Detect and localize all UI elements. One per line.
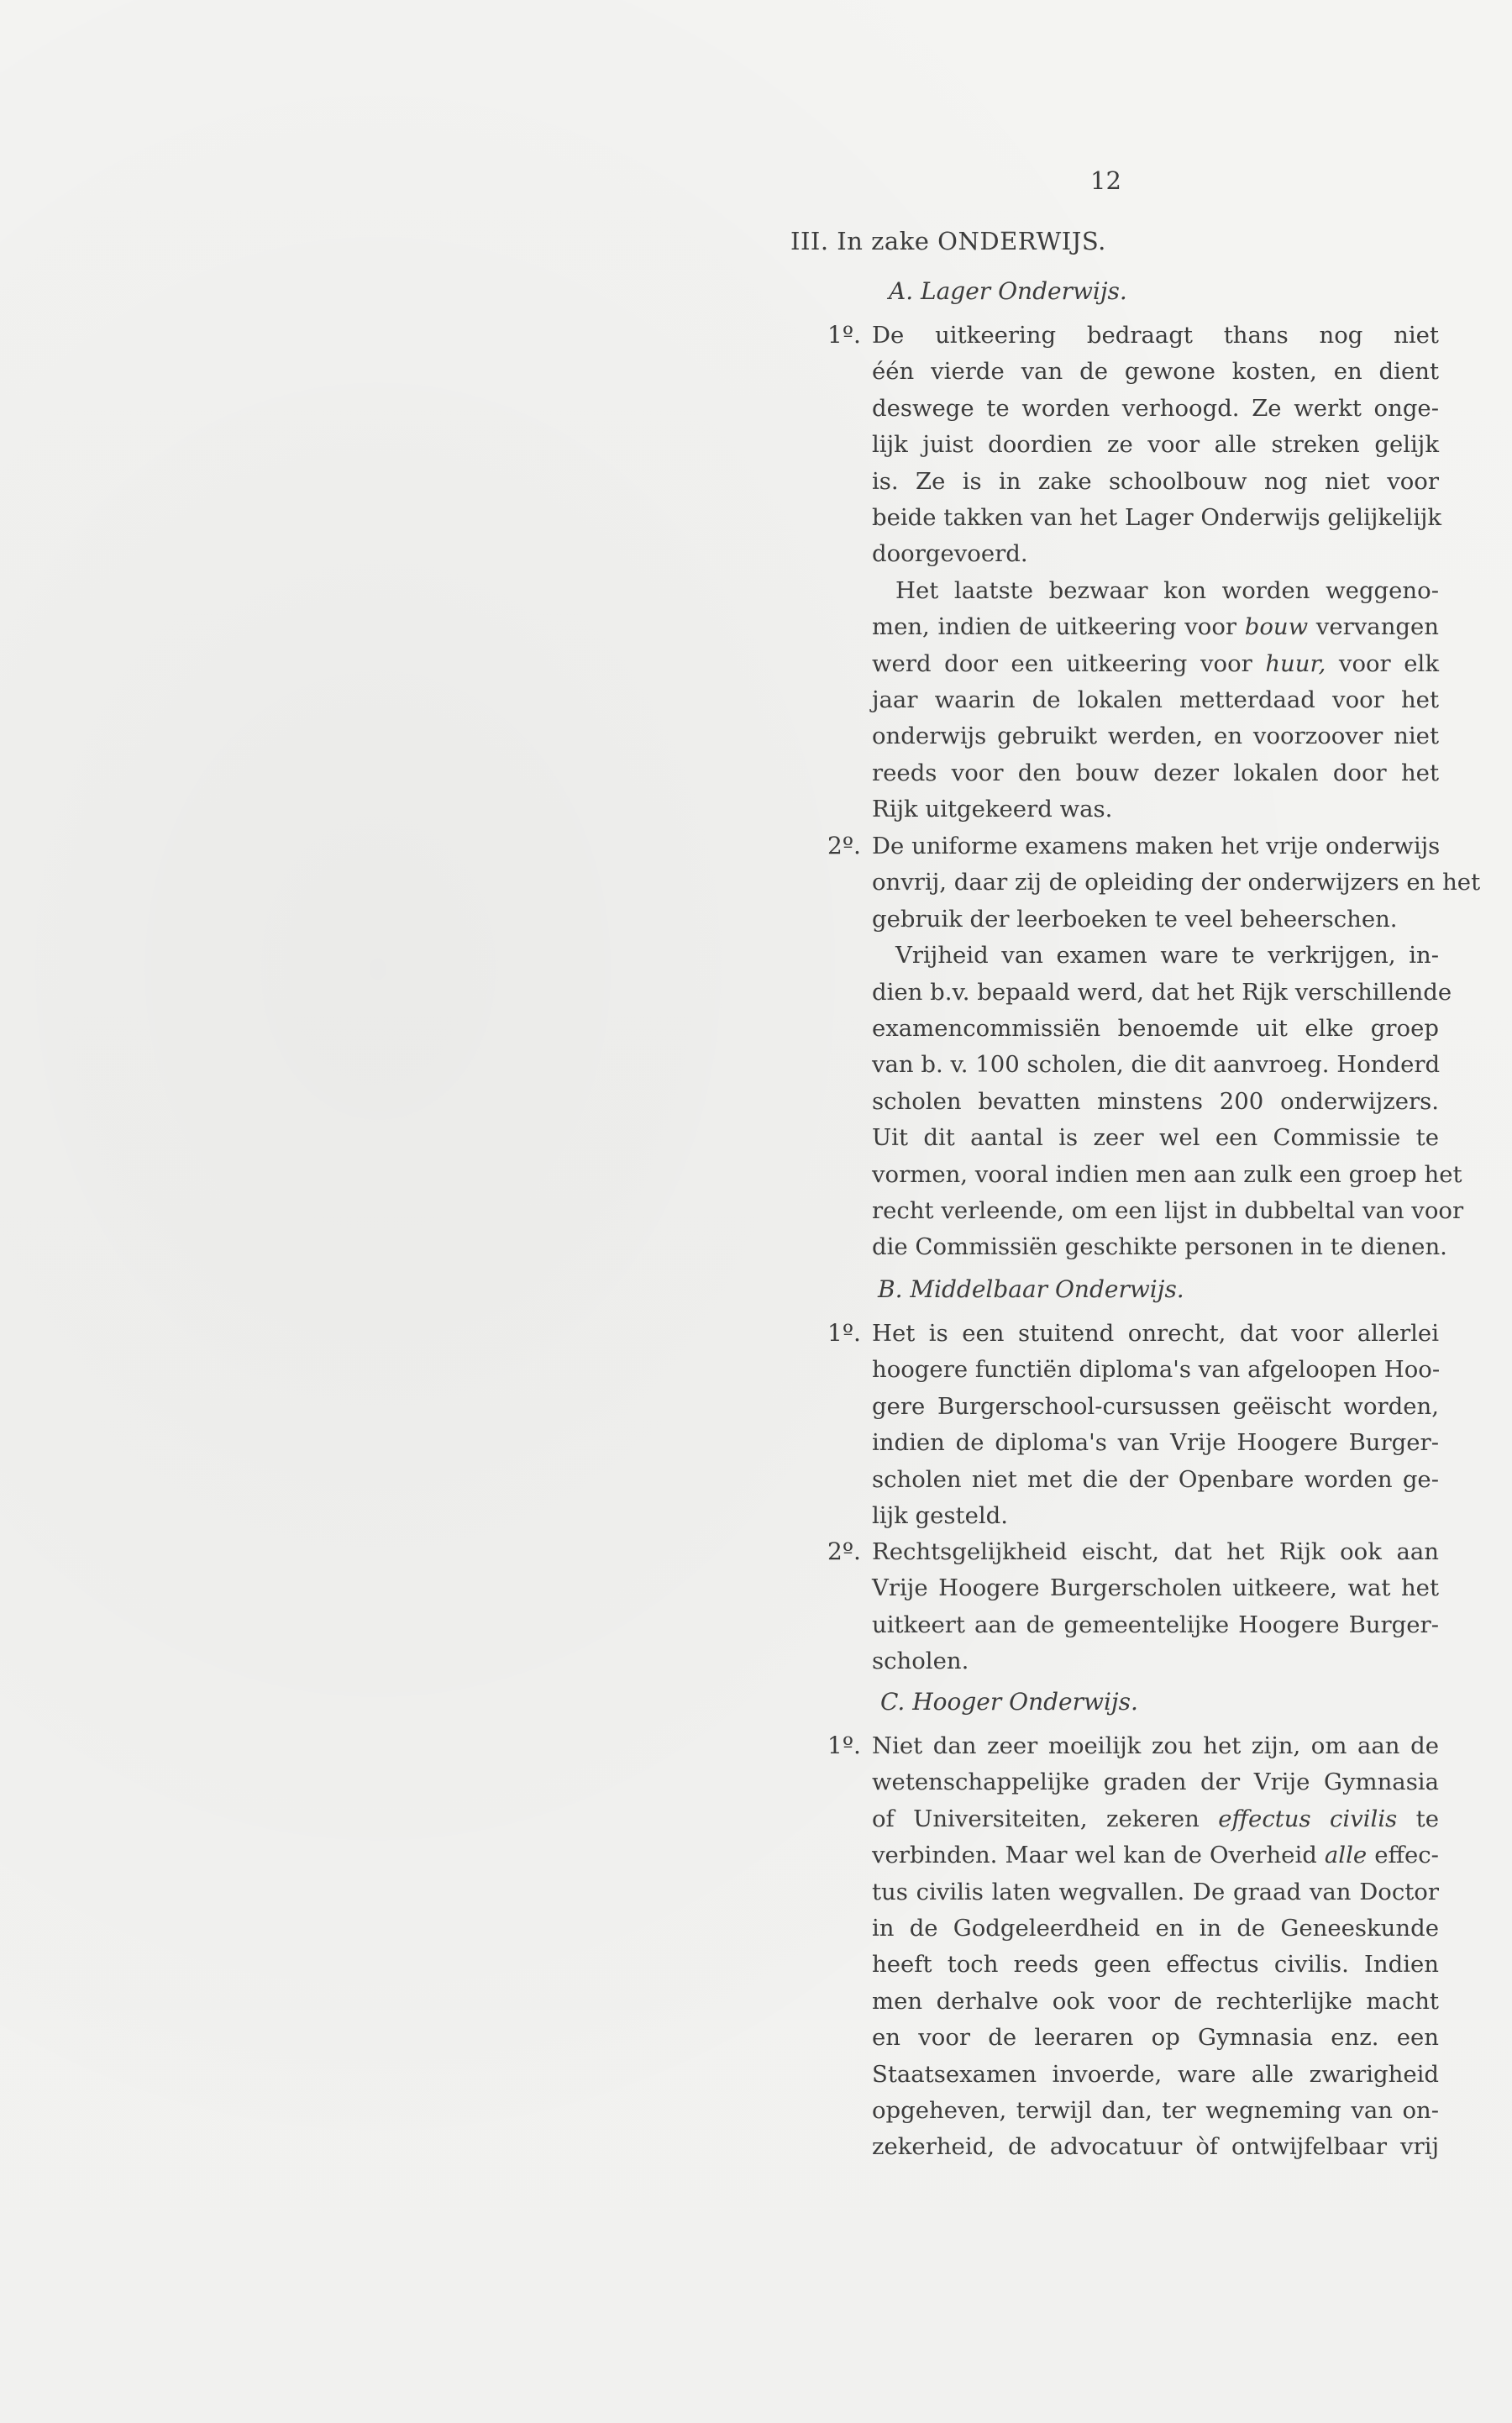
text-line: Vrijheid van examen ware te verkrijgen, in-	[895, 942, 1439, 970]
italic-term: alle	[1324, 1842, 1368, 1869]
text-run: men, indien de uitkeering voor	[872, 613, 1245, 641]
text-line: beide takken van het Lager Onderwijs gelijkelijk	[872, 503, 1442, 531]
text-line	[872, 1837, 1439, 1874]
text-line: lijk gesteld.	[872, 1501, 1008, 1529]
text-line: Vrije Hoogere Burgerscholen uitkeere, wat het	[872, 1574, 1439, 1602]
text-line: heeft toch reeds geen effectus civilis. Indien	[872, 1951, 1439, 1979]
text-line: scholen.	[872, 1648, 969, 1675]
italic-term: effectus civilis	[1218, 1805, 1398, 1832]
text-run: vervangen	[1308, 613, 1439, 641]
text-line: Het laatste bezwaar kon worden weggeno-	[895, 576, 1439, 604]
text-line	[872, 1801, 1439, 1837]
text-line: De uniforme examens maken het vrije onderwijs	[872, 833, 1441, 859]
item-number-a1: 1º.	[827, 321, 861, 349]
text-line: jaar waarin de lokalen metterdaad voor het	[872, 686, 1439, 713]
text-line: is. Ze is in zake schoolbouw nog niet voor	[872, 467, 1439, 495]
text-run: of Universiteiten, zekeren	[872, 1805, 1219, 1832]
text-line: hoogere functiën diploma's van afgeloopen Hoo-	[872, 1356, 1441, 1384]
paragraph-c1	[872, 1728, 1439, 2166]
text-line: gere Burgerschool-cursussen geëischt worden,	[872, 1392, 1439, 1420]
text-line: recht verleende, om een lijst in dubbeltal van voor	[872, 1196, 1464, 1224]
item-number-a2: 2º.	[827, 832, 861, 859]
text-run: te	[1397, 1805, 1439, 1832]
text-line: gebruik der leerboeken te veel beheerschen.	[872, 905, 1398, 933]
text-line: wetenschappelijke graden der Vrije Gymnasia	[872, 1769, 1439, 1796]
text-line: zekerheid, de advocatuur òf ontwijfelbaar vrij	[872, 2133, 1439, 2161]
text-line: scholen niet met die der Openbare worden ge-	[872, 1465, 1439, 1493]
text-line: men derhalve ook voor de rechterlijke macht	[872, 1987, 1439, 2015]
text-run: verbinden. Maar wel kan de Overheid	[872, 1842, 1325, 1869]
text-line: van b. v. 100 scholen, die dit aanvroeg. Honderd	[872, 1051, 1441, 1079]
paragraph-a1	[872, 318, 1442, 828]
text-line: Rijk uitgekeerd was.	[872, 796, 1113, 823]
text-line: onvrij, daar zij de opleiding der onderwijzers en het	[872, 869, 1481, 896]
text-line	[872, 609, 1439, 645]
text-line: deswege te worden verhoogd. Ze werkt onge-	[872, 394, 1439, 422]
text-line	[872, 646, 1439, 682]
text-line: uitkeert aan de gemeentelijke Hoogere Burger-	[872, 1611, 1439, 1638]
subsection-title-b: B. Middelbaar Onderwijs.	[878, 1275, 1184, 1303]
text-line: indien de diploma's van Vrije Hoogere Burger-	[872, 1429, 1439, 1457]
text-run: werd door een uitkeering voor	[872, 649, 1266, 677]
text-line: examencommissiën benoemde uit elke groep	[872, 1014, 1439, 1042]
item-number-b2: 2º.	[827, 1537, 861, 1565]
text-line: in de Godgeleerdheid en in de Geneeskunde	[872, 1914, 1439, 1942]
text-line: Staatsexamen invoerde, ware alle zwarigheid	[872, 2060, 1439, 2088]
text-line: die Commissiën geschikte personen in te dienen.	[872, 1233, 1447, 1261]
section-heading: III. In zake ONDERWIJS.	[790, 227, 1106, 255]
paragraph-b1	[872, 1316, 1439, 1534]
text-line: en voor de leeraren op Gymnasia enz. een	[872, 2024, 1439, 2052]
italic-term: huur,	[1265, 649, 1326, 677]
text-line: reeds voor den bouw dezer lokalen door het	[872, 759, 1439, 786]
page-number: 12	[1090, 166, 1121, 195]
subsection-title-a: A. Lager Onderwijs.	[889, 277, 1127, 305]
paragraph-b2	[872, 1534, 1439, 1680]
text-line: scholen bevatten minstens 200 onderwijzers.	[872, 1087, 1439, 1115]
text-run: voor elk	[1326, 649, 1440, 677]
text-line: Niet dan zeer moeilijk zou het zijn, om aan de	[872, 1732, 1439, 1759]
paragraph-a2	[872, 828, 1481, 1266]
text-line: Uit dit aantal is zeer wel een Commissie te	[872, 1124, 1439, 1152]
text-line: één vierde van de gewone kosten, en dient	[872, 358, 1439, 386]
text-line: doorgevoerd.	[872, 540, 1028, 568]
text-line: De uitkeering bedraagt thans nog niet	[872, 322, 1439, 349]
item-number-c1: 1º.	[827, 1732, 861, 1759]
text-line: dien b.v. bepaald werd, dat het Rijk verschillende	[872, 978, 1452, 1006]
text-line: onderwijs gebruikt werden, en voorzoover niet	[872, 723, 1439, 750]
text-line: Rechtsgelijkheid eischt, dat het Rijk ook aan	[872, 1538, 1439, 1565]
text-line: tus civilis laten wegvallen. De graad van Doctor	[872, 1878, 1439, 1905]
text-run: effec-	[1367, 1842, 1439, 1869]
italic-term: bouw	[1244, 613, 1309, 641]
subsection-title-c: C. Hooger Onderwijs.	[880, 1688, 1138, 1716]
text-line: opgeheven, terwijl dan, ter wegneming van on-	[872, 2096, 1439, 2124]
text-line: vormen, vooral indien men aan zulk een groep het	[872, 1160, 1462, 1188]
item-number-b1: 1º.	[827, 1319, 861, 1347]
text-line: Het is een stuitend onrecht, dat voor allerlei	[872, 1320, 1439, 1347]
text-line: lijk juist doordien ze voor alle streken gelijk	[872, 431, 1439, 459]
